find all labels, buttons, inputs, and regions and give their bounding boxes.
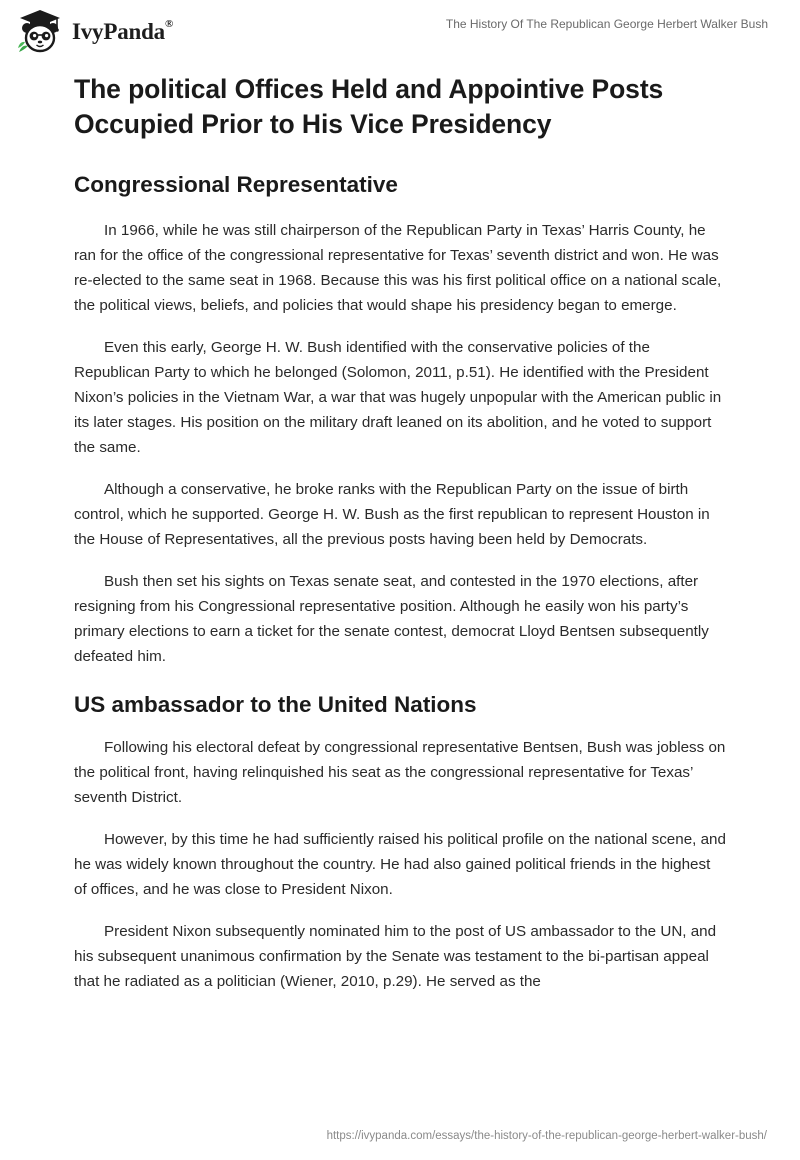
paragraph: In 1966, while he was still chairperson of the Republican Party in Texas’ Harris County, he ran for the office of the congressional representative for Texas’ seventh district and won. He was re-elected to the same seat in 1968. Because this was his first political office on a national scale, the political views, beliefs, and policies that would shape his presidency began to emerge. [74,222,722,314]
paragraph: Even this early, George H. W. Bush identified with the conservative policies of the Republican Party to which he belonged (Solomon, 2011, p.51). He identified with the President Nixon’s policies in the Vietnam War, a war that was hugely unpopular with the American public in its later stages. His position on the military draft leaned on its abolition, and he voted to support the same. [74,339,722,456]
section-heading-congressional: Congressional Representative [74,172,398,197]
ivypanda-logo[interactable] [16,8,173,54]
section-heading-un-ambassador: US ambassador to the United Nations [74,692,477,717]
brand-name: IvyPanda® [72,18,174,44]
paragraph: However, by this time he had sufficiently raised his political profile on the national scene, and he was widely known throughout the country. He had also gained political friends in the highest of offices, and he was close to President Nixon. [74,831,726,898]
paragraph: Although a conservative, he broke ranks with the Republican Party on the issue of birth control, which he supported. George H. W. Bush as the first republican to represent Houston in the House of Representatives, all the previous posts having been held by Democrats. [74,481,710,548]
registered-mark: ® [164,18,174,31]
panda-graduate-icon [16,8,64,54]
document-title: The History Of The Republican George Herbert Walker Bush [445,17,768,31]
paragraph: Bush then set his sights on Texas senate seat, and contested in the 1970 elections, after resigning from his Congressional representative position. Although he easily won his party’s primary elections to earn a ticket for the senate contest, democrat Lloyd Bentsen subsequently defeated him. [74,573,709,665]
paragraph: Following his electoral defeat by congressional representative Bentsen, Bush was jobless on the political front, having relinquished his seat as the congressional representative for Texas’ seventh District. [74,739,726,806]
page-title: The political Offices Held and Appointive Posts Occupied Prior to His Vice Presidency [74,74,664,139]
page-header [0,0,800,60]
article-body [74,72,726,1011]
source-url-link[interactable]: https://ivypanda.com/essays/the-history-of-the-republican-george-herbert-walker-bush/ [326,1130,767,1142]
paragraph: President Nixon subsequently nominated him to the post of US ambassador to the UN, and his subsequent unanimous confirmation by the Senate was testament to the bi-partisan appeal that he radiated as a politician (Wiener, 2010, p.29). He served as the [74,923,717,990]
